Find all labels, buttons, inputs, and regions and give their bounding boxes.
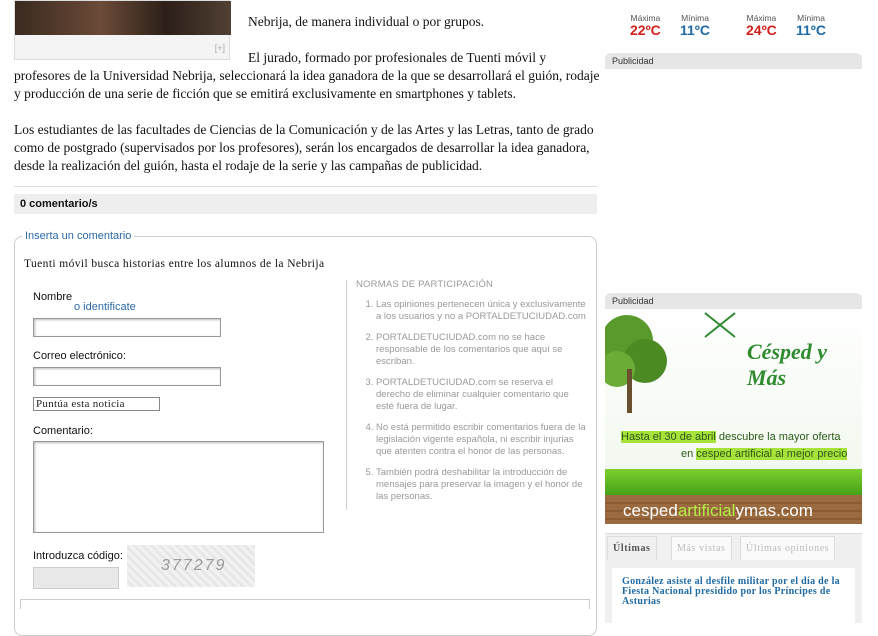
article-image[interactable] xyxy=(14,0,230,60)
article-intro-tail: Nebrija, de manera individual o por grupos. xyxy=(248,14,485,29)
email-input[interactable] xyxy=(33,367,221,386)
email-label: Correo electrónico: xyxy=(33,350,126,362)
tab-ultimas[interactable]: Últimas xyxy=(607,536,657,560)
identify-link[interactable]: o identificate xyxy=(74,301,136,313)
weather-day-1-min: Mínima 11ºC xyxy=(680,13,711,38)
rule-item: 2. PORTALDETUCIUDAD.com no se hace responsable de los comentarios que aquí se escriban. xyxy=(376,332,588,368)
publicidad-header-2: Publicidad xyxy=(605,293,862,309)
tab-mas-vistas[interactable]: Más vistas xyxy=(671,536,732,560)
article-photo xyxy=(15,1,231,35)
participation-rules xyxy=(356,279,588,512)
latest-news-headline[interactable]: González asiste al desfile militar por el día de la Fiesta Nacional presidido por los Príncipes de Asturias xyxy=(612,568,855,628)
rule-item: 3. PORTALDETUCIUDAD.com se reserva el derecho de eliminar cualquier comentario que esté fuera de lugar. xyxy=(376,377,588,413)
divider xyxy=(14,186,597,187)
tab-ultimas-opiniones[interactable]: Últimas opiniones xyxy=(740,536,835,560)
ad-offer-line1: Hasta el 30 de abril descubre la mayor oferta xyxy=(621,431,841,443)
rule-item: 5. También podrá deshabilitar la introducción de mensajes para preservar la imagen y el honor de las personas. xyxy=(376,467,588,503)
article-paragraph-2: profesores de la Universidad Nebrija, seleccionará la idea ganadora de la que se desarrollará el guión, rodaje y producción de una serie de ficción que se emitirá exclusivamente en smartphones y tablets. xyxy=(14,68,600,101)
publicidad-header-1: Publicidad xyxy=(605,53,862,69)
article-paragraph-2-start: El jurado, formado por profesionales de Tuenti móvil y xyxy=(248,50,547,65)
name-input[interactable] xyxy=(33,318,221,337)
rating-widget[interactable]: Puntúa esta noticia xyxy=(33,397,160,411)
article-paragraph-3: Los estudiantes de las facultades de Ciencias de la Comunicación y de las Artes y las Letras, tanto de grado como de postgrado (supervisados por los profesores), serán los encargados de desarrollar la idea ganadora, desde la realización del guión, hasta el rodaje de la serie y las campañas de publicidad. xyxy=(14,122,594,173)
captcha-image: 377279 xyxy=(127,545,255,587)
ad-offer-line2: en cesped artificial al mejor precio xyxy=(681,448,848,460)
name-label: Nombre xyxy=(33,291,73,303)
captcha-input[interactable] xyxy=(33,567,119,589)
comment-label: Comentario: xyxy=(33,425,93,437)
rules-title: NORMAS DE PARTICIPACIÓN xyxy=(356,279,494,290)
ad-brand: Césped y Más xyxy=(747,339,828,390)
comment-form-title: Tuenti móvil busca historias entre los alumnos de la Nebrija xyxy=(24,258,325,270)
weather-day-1-max: Máxima 22ºC xyxy=(630,13,661,38)
rule-item: 1. Las opiniones pertenecen única y exclusivamente a los usuarios y no a PORTALDETUCIUDAD.com xyxy=(376,299,588,323)
comment-count: 0 comentario/s xyxy=(14,194,597,214)
weather-day-2-max: Máxima 24ºC xyxy=(746,13,777,38)
cesped-ad-banner[interactable] xyxy=(605,309,862,524)
form-footer-box xyxy=(20,599,590,609)
news-tabs xyxy=(605,533,862,623)
expand-image-icon[interactable]: [+] xyxy=(214,43,225,53)
rule-item: 4. No está permitido escribir comentarios fuera de la legislación vigente española, ni escribir injurias que atenten contra el honor de las personas. xyxy=(376,422,588,458)
rules-divider xyxy=(346,280,347,510)
comment-form-legend: Inserta un comentario xyxy=(22,230,134,242)
comment-textarea[interactable] xyxy=(33,441,324,533)
ad-url: cespedartificialymas.com xyxy=(623,501,813,520)
weather-day-2-min: Mínima 11ºC xyxy=(796,13,827,38)
code-label: Introduzca código: xyxy=(33,550,123,562)
